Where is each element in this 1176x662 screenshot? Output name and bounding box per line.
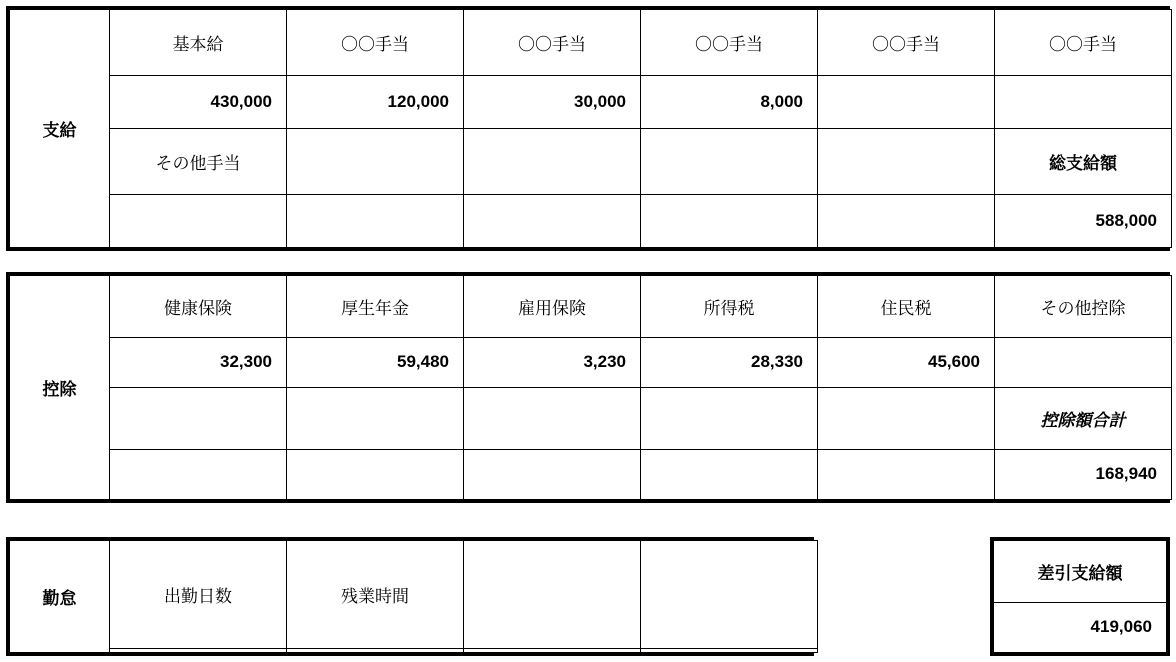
payment-subheader-1 [287,128,464,194]
deduction-table [9,275,1172,500]
table-row [10,194,1172,247]
payment-subvalue-1 [287,194,464,247]
table-row [10,449,1172,499]
deduction-value-1: 59,480 [287,337,464,387]
table-row [994,602,1167,652]
payment-value-2: 30,000 [464,75,641,128]
attendance-header-1: 残業時間 [287,541,464,649]
payment-header-4: 〇〇手当 [818,10,995,76]
payment-header-2: 〇〇手当 [464,10,641,76]
attendance-block [6,537,814,656]
payment-value-3: 8,000 [641,75,818,128]
net-payment-table [993,540,1167,653]
deduction-row-label: 控除 [10,276,110,500]
table-row [10,387,1172,449]
attendance-header-0: 出勤日数 [110,541,287,649]
net-payment-block [990,537,1170,656]
payment-value-1: 120,000 [287,75,464,128]
deduction-subheader-2 [464,387,641,449]
deduction-value-5 [995,337,1172,387]
table-row [10,10,1172,76]
attendance-header-2 [464,541,641,649]
deduction-subvalue-4 [818,449,995,499]
table-row [10,337,1172,387]
payment-header-0: 基本給 [110,10,287,76]
deduction-header-1: 厚生年金 [287,276,464,338]
deduction-header-0: 健康保険 [110,276,287,338]
deduction-subheader-4 [818,387,995,449]
payment-header-5: 〇〇手当 [995,10,1172,76]
deduction-value-0: 32,300 [110,337,287,387]
payment-header-1: 〇〇手当 [287,10,464,76]
deduction-subheader-0 [110,387,287,449]
payment-subvalue-4 [818,194,995,247]
deduction-subvalue-1 [287,449,464,499]
attendance-value-2 [464,648,641,652]
deduction-header-4: 住民税 [818,276,995,338]
attendance-table [9,540,818,653]
net-payment-header: 差引支給額 [994,541,1167,603]
payment-subvalue-3 [641,194,818,247]
table-row [10,75,1172,128]
deduction-header-3: 所得税 [641,276,818,338]
payment-value-0: 430,000 [110,75,287,128]
payment-value-5 [995,75,1172,128]
attendance-row-label: 勤怠 [10,541,110,653]
deduction-header-5: その他控除 [995,276,1172,338]
payment-table [9,9,1172,248]
payment-subvalue-2 [464,194,641,247]
deduction-subvalue-3 [641,449,818,499]
attendance-value-3 [641,648,818,652]
table-row [10,541,818,649]
deduction-total-header: 控除額合計 [995,387,1172,449]
table-row [10,128,1172,194]
deduction-subvalue-0 [110,449,287,499]
attendance-value-0 [110,648,287,652]
payment-row-label: 支給 [10,10,110,248]
deduction-value-4: 45,600 [818,337,995,387]
payment-header-3: 〇〇手当 [641,10,818,76]
payment-subheader-2 [464,128,641,194]
payment-total-header: 総支給額 [995,128,1172,194]
payment-subvalue-0 [110,194,287,247]
table-row [10,276,1172,338]
deduction-subheader-3 [641,387,818,449]
payment-value-4 [818,75,995,128]
payment-subheader-3 [641,128,818,194]
net-payment-value: 419,060 [994,602,1167,652]
payment-subheader-0: その他手当 [110,128,287,194]
deduction-subheader-1 [287,387,464,449]
deduction-header-2: 雇用保険 [464,276,641,338]
deduction-total-value: 168,940 [995,449,1172,499]
payment-total-value: 588,000 [995,194,1172,247]
attendance-header-3 [641,541,818,649]
attendance-value-1 [287,648,464,652]
deduction-value-3: 28,330 [641,337,818,387]
deduction-subvalue-2 [464,449,641,499]
deduction-block [6,272,1170,503]
payment-block [6,6,1170,251]
table-row [994,541,1167,603]
deduction-value-2: 3,230 [464,337,641,387]
payment-subheader-4 [818,128,995,194]
table-row [10,648,818,652]
